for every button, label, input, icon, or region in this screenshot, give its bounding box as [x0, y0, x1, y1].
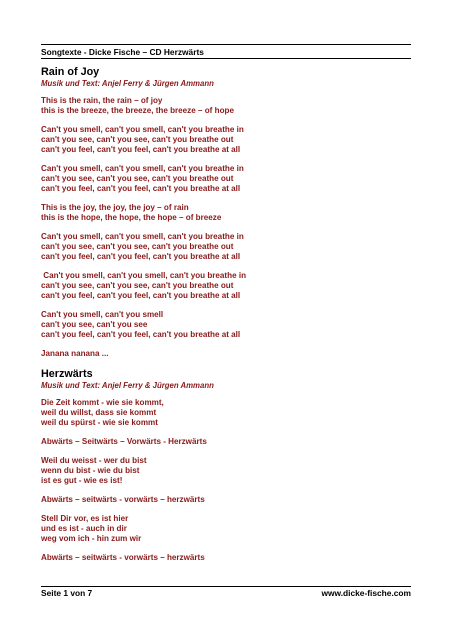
lyric-line: This is the rain, the rain – of joy	[41, 96, 163, 105]
song-credit: Musik und Text: Anjel Ferry & Jürgen Ammann	[41, 79, 214, 88]
lyric-stanza	[41, 203, 411, 223]
lyric-line: can't you feel, can't you feel, can't you breathe at all	[41, 291, 241, 300]
lyric-line: und es ist - auch in dir	[41, 524, 127, 533]
lyric-line: Can't you smell, can't you smell, can't you breathe in	[41, 125, 244, 134]
lyric-line: Stell Dir vor, es ist hier	[41, 514, 129, 523]
lyric-line: can't you see, can't you see, can't you breathe out	[41, 135, 234, 144]
lyric-stanza	[41, 553, 411, 563]
lyric-line: Can't you smell, can't you smell, can't you breathe in	[41, 164, 244, 173]
lyric-line: this is the hope, the hope, the hope – of breeze	[41, 213, 222, 222]
lyric-line: Die Zeit kommt - wie sie kommt,	[41, 398, 164, 407]
lyric-line: Abwärts – seitwärts - vorwärts – herzwärts	[41, 553, 205, 562]
header-rule	[41, 58, 411, 59]
lyric-stanza	[41, 437, 411, 447]
lyric-line: weg vom ich - hin zum wir	[41, 534, 142, 543]
lyric-stanza	[41, 310, 411, 340]
lyric-stanza	[41, 232, 411, 262]
lyric-stanza	[41, 271, 411, 301]
lyric-line: Weil du weisst - wer du bist	[41, 456, 147, 465]
footer-rule	[41, 586, 411, 587]
lyric-line: Can't you smell, can't you smell, can't you breathe in	[41, 271, 247, 280]
page-number: Seite 1 von 7	[41, 588, 93, 598]
lyric-line: Abwärts – Seitwärts – Vorwärts - Herzwärts	[41, 437, 207, 446]
lyric-stanza	[41, 495, 411, 505]
lyric-line: Can't you smell, can't you smell	[41, 310, 164, 319]
lyric-line: can't you see, can't you see, can't you breathe out	[41, 242, 234, 251]
lyric-line: can't you feel, can't you feel, can't you breathe at all	[41, 330, 241, 339]
lyric-line: can't you feel, can't you feel, can't you breathe at all	[41, 252, 241, 261]
song-credit: Musik und Text: Anjel Ferry & Jürgen Ammann	[41, 381, 214, 390]
lyric-stanza	[41, 125, 411, 155]
lyric-stanza	[41, 96, 411, 116]
website-link[interactable]: www.dicke-fische.com	[321, 588, 411, 598]
lyric-line: this is the breeze, the breeze, the breeze – of hope	[41, 106, 234, 115]
lyric-stanza	[41, 514, 411, 544]
lyric-line: wenn du bist - wie du bist	[41, 466, 140, 475]
lyric-line: This is the joy, the joy, the joy – of rain	[41, 203, 189, 212]
page-header: Songtexte - Dicke Fische – CD Herzwärts	[41, 44, 411, 58]
page-footer	[41, 588, 411, 599]
song-content	[41, 66, 411, 572]
song-title: Herzwärts	[41, 368, 93, 380]
lyric-line: can't you see, can't you see, can't you breathe out	[41, 174, 234, 183]
lyric-line: Can't you smell, can't you smell, can't you breathe in	[41, 232, 244, 241]
song-title: Rain of Joy	[41, 66, 100, 78]
lyric-stanza	[41, 398, 411, 428]
lyric-line: can't you feel, can't you feel, can't you breathe at all	[41, 184, 241, 193]
lyric-stanza	[41, 456, 411, 486]
lyric-line: Abwärts – seitwärts - vorwärts – herzwärts	[41, 495, 205, 504]
lyric-line: can't you see, can't you see	[41, 320, 148, 329]
lyric-line: can't you feel, can't you feel, can't you breathe at all	[41, 145, 241, 154]
song-section	[41, 66, 411, 359]
song-section	[41, 368, 411, 563]
lyric-line: weil du spürst - wie sie kommt	[41, 418, 158, 427]
lyric-stanza	[41, 349, 411, 359]
lyric-line: can't you see, can't you see, can't you breathe out	[41, 281, 234, 290]
lyric-line: ist es gut - wie es ist!	[41, 476, 123, 485]
lyric-line: Janana nanana ...	[41, 349, 109, 358]
lyric-stanza	[41, 164, 411, 194]
lyric-line: weil du willst, dass sie kommt	[41, 408, 157, 417]
